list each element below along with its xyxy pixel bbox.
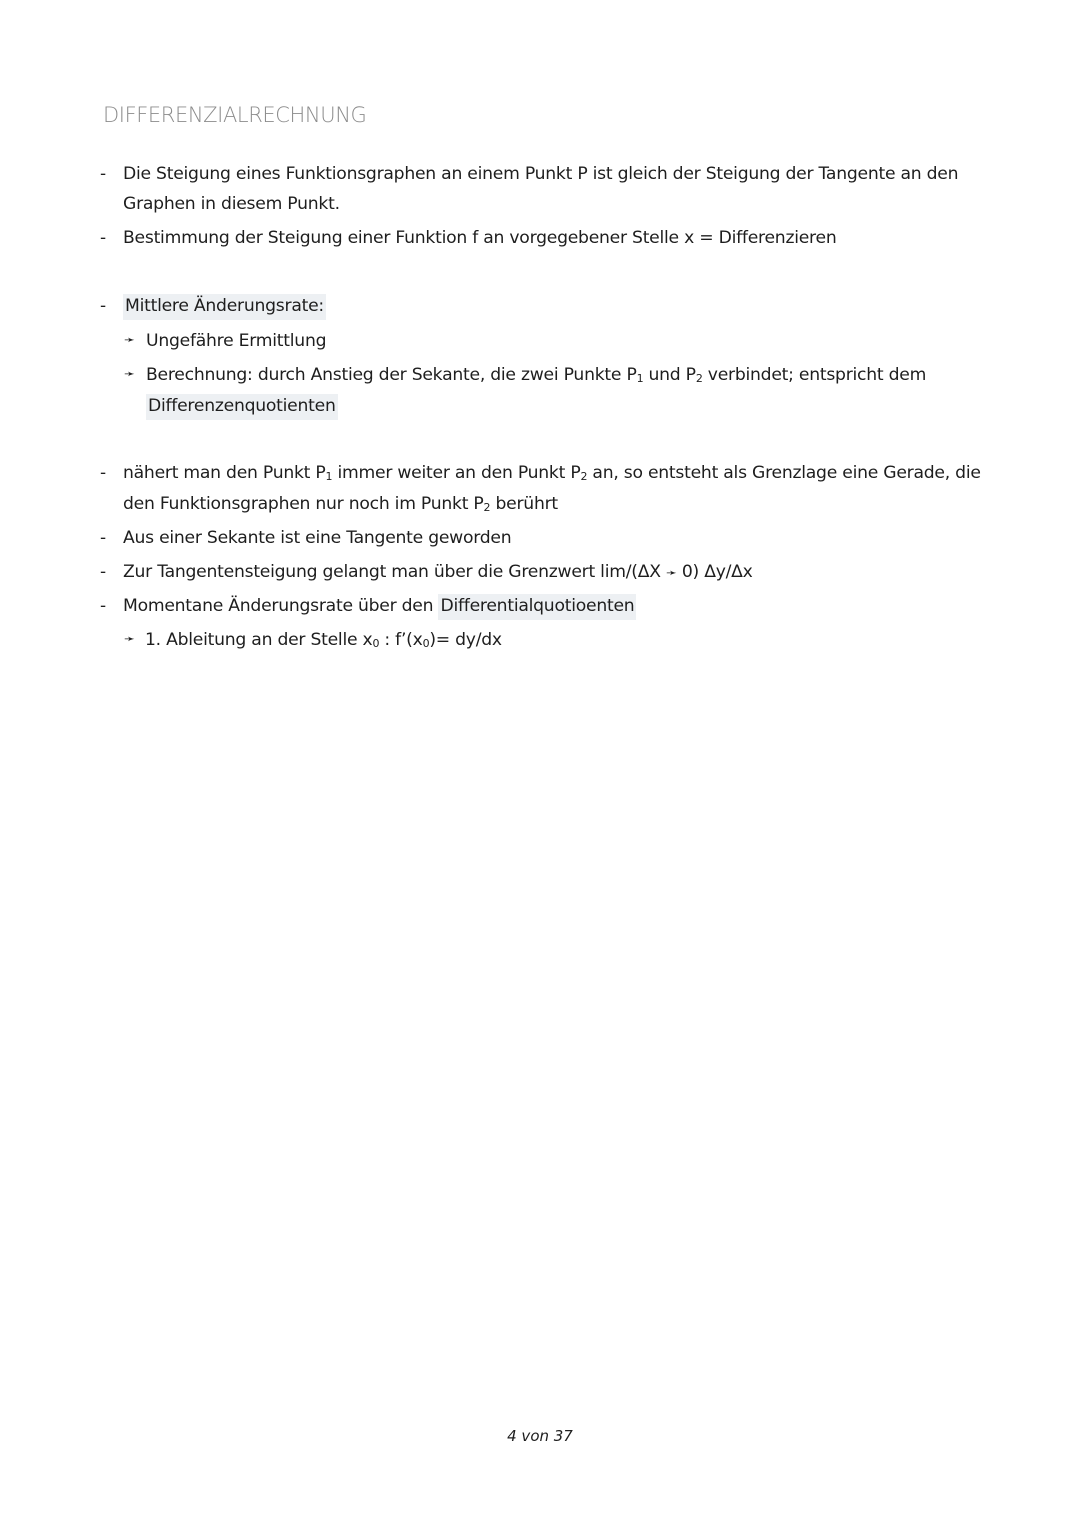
list-item — [123, 523, 511, 553]
list-item-text: Momentane Änderungsrate über den — [123, 596, 439, 616]
list-item-text: berührt — [490, 494, 558, 514]
bullet-dash: - — [100, 164, 106, 184]
bullet-dash: - — [100, 528, 106, 548]
arrow-icon: ➛ — [665, 566, 677, 581]
highlighted-term: Differenzenquotienten — [146, 394, 338, 420]
list-item — [123, 591, 636, 621]
bullet-dash: - — [100, 228, 106, 248]
sub-list-item-text: )= dy/dx — [429, 630, 502, 650]
page-title: DIFFERENZIALRECHNUNG — [103, 103, 367, 127]
list-item — [123, 458, 981, 488]
list-item-text: Bestimmung der Steigung einer Funktion f an vorgegebener Stelle x = Differenzieren — [123, 228, 837, 248]
bullet-dash: - — [100, 562, 106, 582]
list-item — [123, 291, 326, 321]
bullet-dash: - — [100, 296, 106, 316]
list-item-text: den Funktionsgraphen nur noch im Punkt P — [123, 494, 484, 514]
sub-list-item-text: Berechnung: durch Anstieg der Sekante, die zwei Punkte P — [146, 365, 637, 385]
list-item-text: Aus einer Sekante ist eine Tangente geworden — [123, 528, 512, 548]
list-item-text: 0) Δy/Δx — [676, 562, 753, 582]
subscript: 0 — [372, 637, 380, 650]
list-item-continuation — [123, 189, 340, 219]
list-item-text: Zur Tangentensteigung gelangt man über die Grenzwert lim/(ΔX — [123, 562, 666, 582]
sub-list-item-text: verbindet; entspricht dem — [702, 365, 927, 385]
bullet-dash: - — [100, 463, 106, 483]
subscript: 2 — [483, 501, 491, 514]
subscript: 1 — [636, 372, 644, 385]
list-item — [123, 557, 753, 589]
arrow-icon: ➛ — [124, 632, 135, 647]
sub-list-item-continuation — [146, 391, 338, 421]
highlighted-term: Differentialquotioenten — [438, 594, 636, 620]
sub-list-item-text: : f’(x — [379, 630, 423, 650]
arrow-icon: ➛ — [124, 367, 135, 382]
list-item — [123, 223, 836, 253]
list-item-text: an, so entsteht als Grenzlage eine Gerade, die — [587, 463, 981, 483]
subscript: 1 — [325, 470, 333, 483]
sub-list-item-text: 1. Ableitung an der Stelle x — [145, 630, 373, 650]
sub-list-item — [146, 326, 326, 356]
subscript: 2 — [580, 470, 588, 483]
list-item-text: immer weiter an den Punkt P — [332, 463, 581, 483]
page-number: 4 von 37 — [507, 1427, 573, 1445]
list-item-text: Die Steigung eines Funktionsgraphen an einem Punkt P ist gleich der Steigung der Tangente an den — [123, 164, 959, 184]
sub-list-item-text: und P — [643, 365, 696, 385]
sub-list-item — [146, 360, 926, 390]
subscript: 2 — [695, 372, 703, 385]
arrow-icon: ➛ — [124, 333, 135, 348]
sub-list-item-text: Ungefähre Ermittlung — [146, 331, 327, 351]
subscript: 0 — [422, 637, 430, 650]
list-item — [123, 159, 958, 189]
list-item-text: nähert man den Punkt P — [123, 463, 326, 483]
highlighted-term: Mittlere Änderungsrate: — [123, 294, 326, 320]
sub-list-item — [145, 625, 502, 655]
list-item-text: Graphen in diesem Punkt. — [123, 194, 340, 214]
list-item-continuation — [123, 489, 558, 519]
bullet-dash: - — [100, 596, 106, 616]
